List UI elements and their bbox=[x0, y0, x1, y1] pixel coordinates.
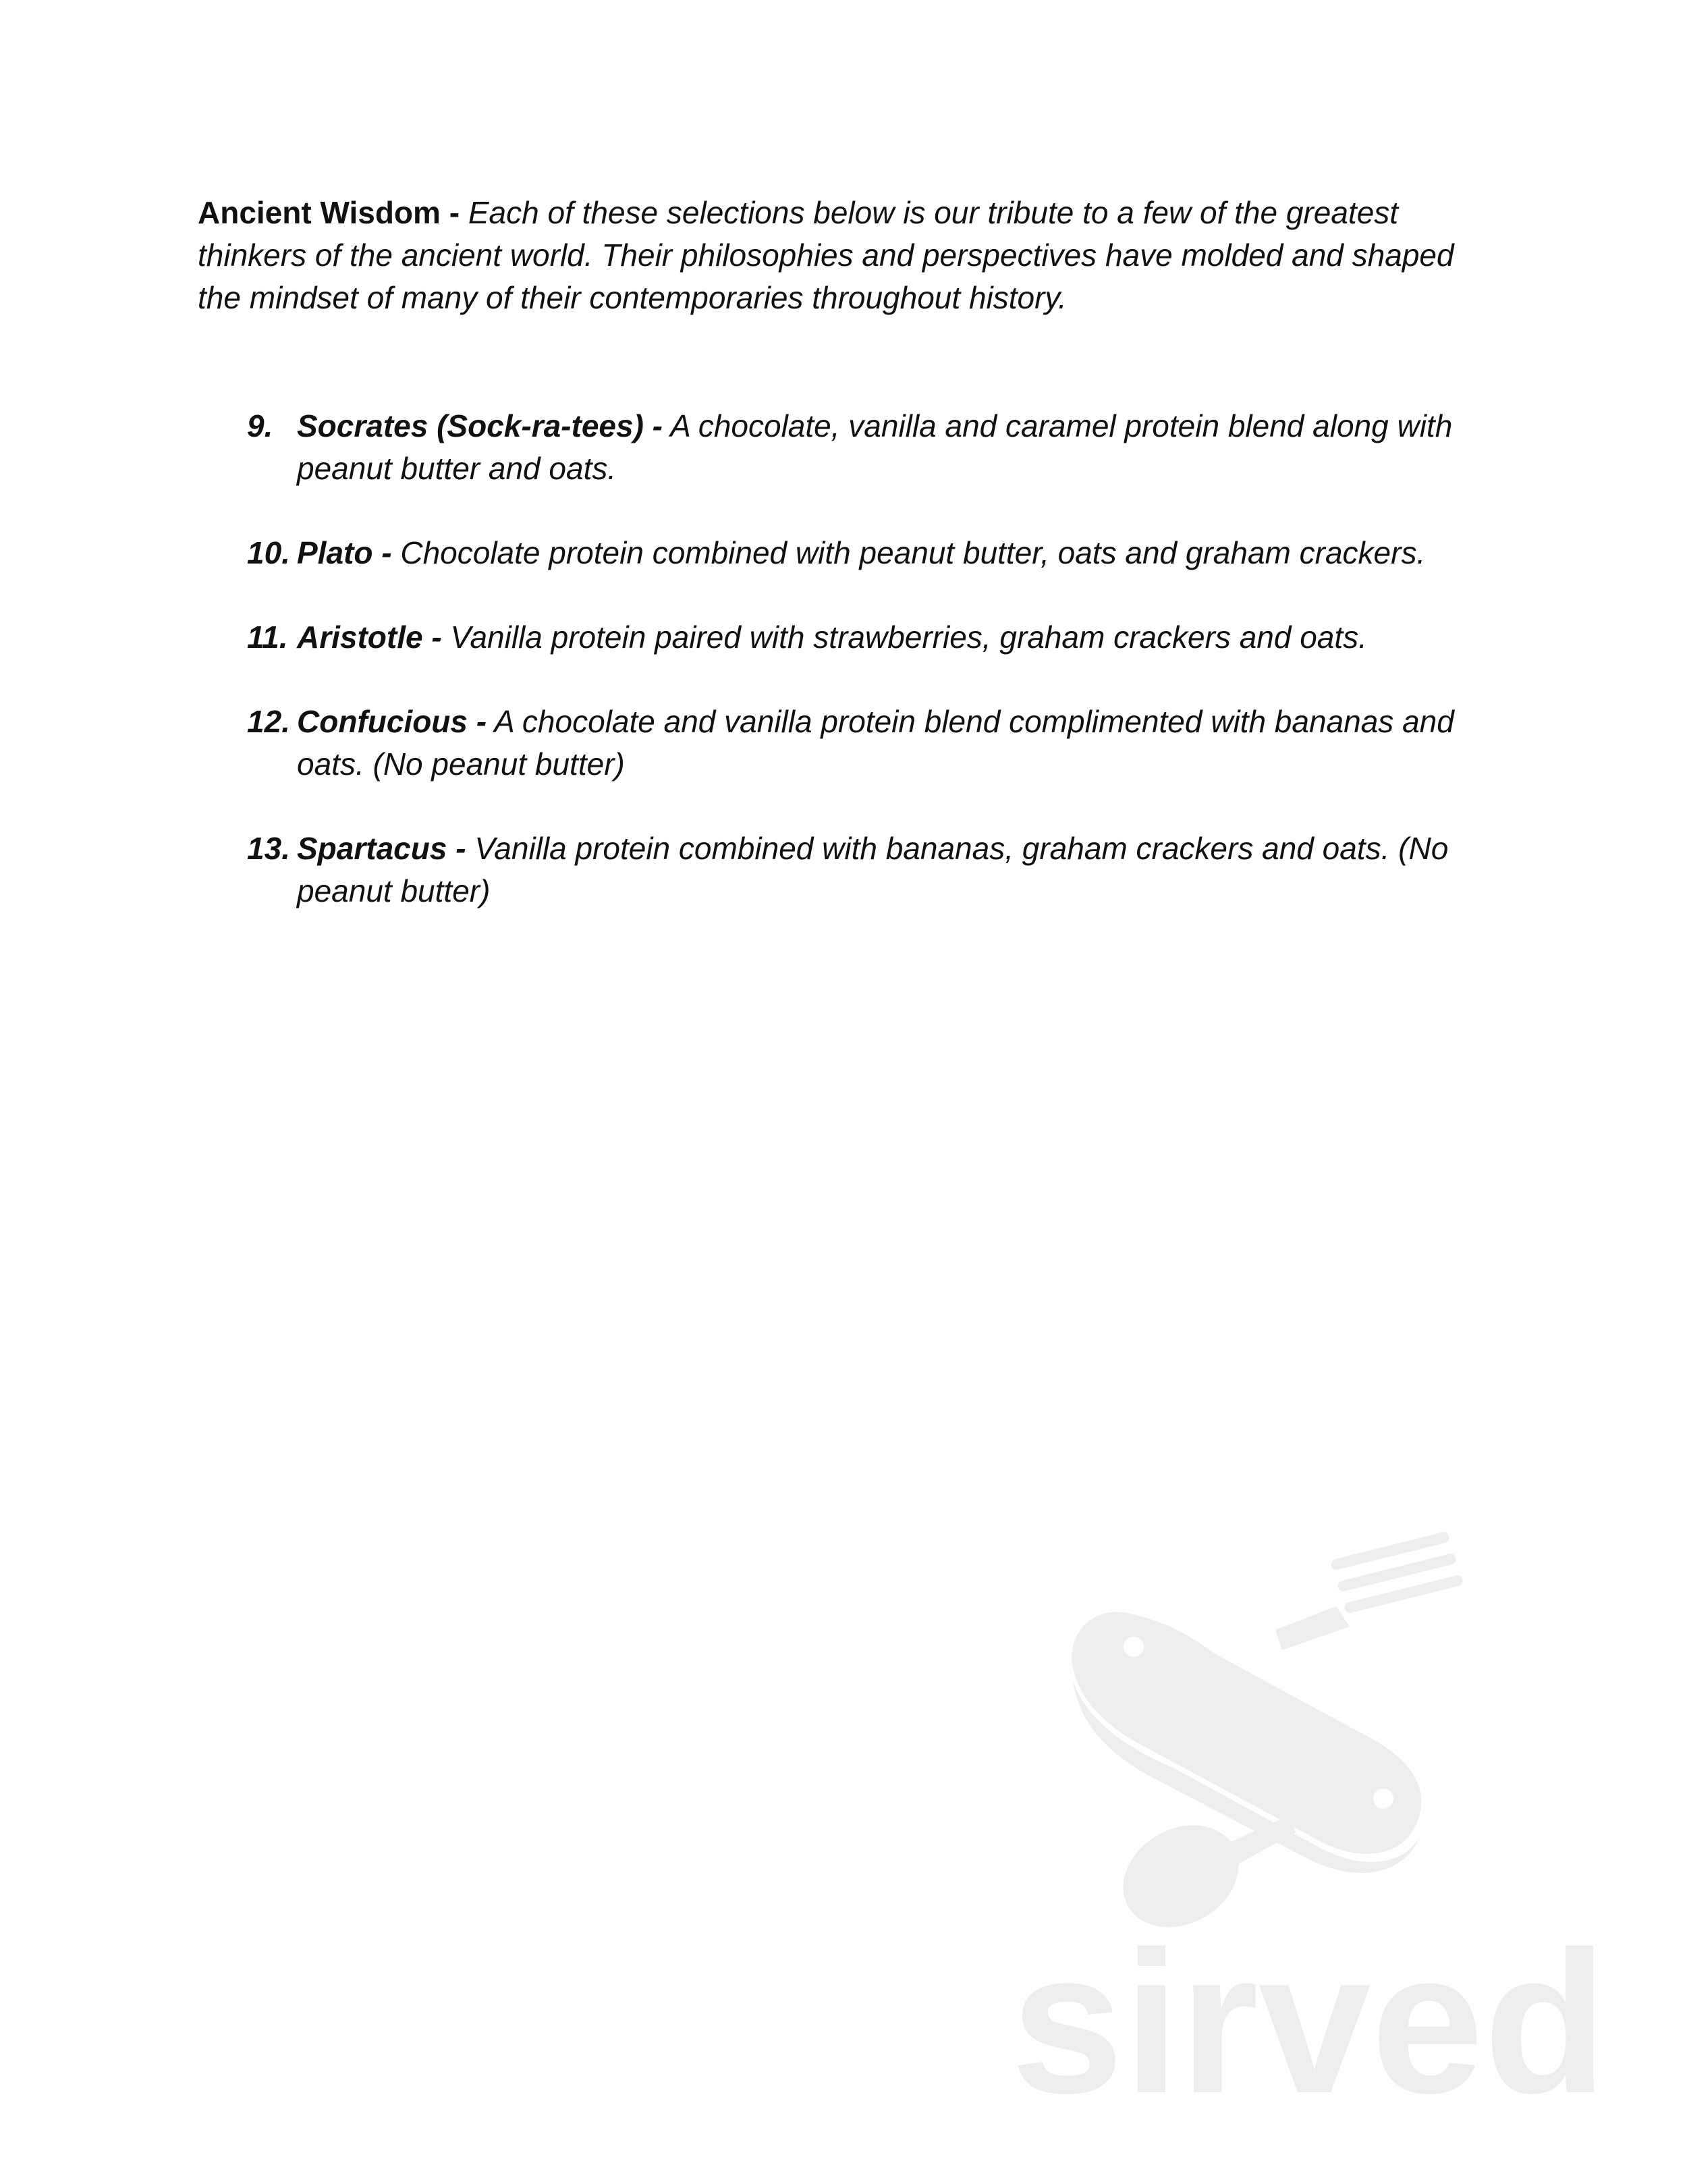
item-name: Aristotle - bbox=[297, 620, 442, 655]
menu-item-confucious bbox=[198, 701, 1466, 786]
item-number: 11. bbox=[247, 620, 288, 655]
menu-item-plato bbox=[198, 532, 1466, 574]
item-name: Plato - bbox=[297, 535, 392, 570]
sirved-watermark bbox=[972, 1525, 1647, 2119]
item-number: 9. bbox=[247, 408, 273, 443]
item-number: 13. bbox=[247, 831, 290, 866]
item-description: Vanilla protein combined with bananas, graham crackers and oats. (No peanut butter) bbox=[297, 831, 1449, 908]
item-description: Vanilla protein paired with strawberries, graham crackers and oats. bbox=[450, 620, 1367, 655]
item-number: 12. bbox=[247, 704, 290, 739]
item-number: 10. bbox=[247, 535, 290, 570]
section-title: Ancient Wisdom - bbox=[198, 195, 460, 230]
section-intro bbox=[198, 192, 1466, 319]
menu-item-spartacus bbox=[198, 827, 1466, 912]
item-name: Spartacus - bbox=[297, 831, 466, 866]
section-description: Each of these selections below is our tribute to a few of the greatest thinkers of the ancient world. Their philosophies and perspectives have molded and shaped the mindset of many of their contemporaries throughout history. bbox=[198, 195, 1454, 315]
menu-item-socrates bbox=[198, 405, 1466, 490]
item-description: Chocolate protein combined with peanut butter, oats and graham crackers. bbox=[400, 535, 1426, 570]
item-description: A chocolate and vanilla protein blend complimented with bananas and oats. (No peanut butter) bbox=[297, 704, 1454, 782]
menu-list bbox=[198, 405, 1466, 954]
item-name: Confucious - bbox=[297, 704, 487, 739]
item-description: A chocolate, vanilla and caramel protein blend along with peanut butter and oats. bbox=[297, 408, 1453, 486]
watermark-text: sirved bbox=[1011, 1909, 1607, 2119]
item-name: Socrates (Sock-ra-tees) - bbox=[297, 408, 663, 443]
fork-spoon-logo-icon bbox=[1072, 1531, 1464, 1947]
menu-item-aristotle bbox=[198, 616, 1466, 659]
